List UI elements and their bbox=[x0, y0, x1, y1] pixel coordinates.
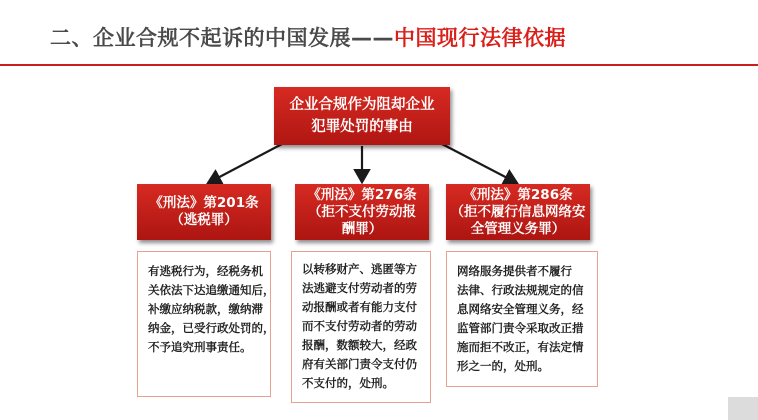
law-201-desc-line: 关依法下达追缴通知后， bbox=[148, 283, 275, 297]
law-276-desc-line: 以转移财产、逃匿等方 bbox=[302, 262, 417, 276]
law-276-box bbox=[295, 184, 429, 240]
law-286-desc-line: 息网络安全管理义务，经 bbox=[457, 302, 584, 316]
title-main: 二、企业合规不起诉的中国发展—— bbox=[50, 26, 394, 50]
law-286-desc-line: 法律、行政法规规定的信 bbox=[457, 283, 584, 297]
law-201-box bbox=[137, 184, 271, 240]
law-276-desc-line: 动报酬或者有能力支付 bbox=[302, 300, 417, 314]
law-276-desc-line: 不支付的，处刑。 bbox=[302, 376, 394, 390]
law-201-desc-line: 不予追究刑事责任。 bbox=[148, 340, 252, 354]
arrow-to-law-201 bbox=[210, 144, 282, 182]
law-276-description bbox=[291, 251, 431, 403]
law-201-desc-line: 补缴应纳税款，缴纳滞 bbox=[148, 302, 263, 316]
root-node-box bbox=[274, 87, 450, 145]
corner-mark bbox=[728, 397, 758, 420]
law-286-desc-line: 形之一的，处刑。 bbox=[457, 359, 549, 373]
law-201-desc-line: 有逃税行为，经税务机 bbox=[148, 264, 263, 278]
law-201-title: 《刑法》第201条 bbox=[149, 195, 259, 211]
law-286-desc-line: 监管部门责令采取改正措 bbox=[457, 321, 584, 335]
law-286-desc-line: 施而拒不改正，有法定情 bbox=[457, 340, 584, 354]
law-201-description bbox=[137, 251, 275, 397]
law-276-desc-line: 府有关部门责令支付仍 bbox=[302, 357, 417, 371]
law-276-desc-line: 报酬，数额较大，经政 bbox=[302, 338, 417, 352]
law-201-desc-line: 纳金，已受行政处罚的， bbox=[148, 321, 275, 335]
law-276-desc-line: 而不支付劳动者的劳动 bbox=[302, 319, 417, 333]
law-201-name: （逃税罪） bbox=[170, 212, 238, 228]
law-286-name-line-2: 全管理义务罪） bbox=[470, 220, 566, 237]
law-276-name-line-2: 酬罪） bbox=[341, 220, 383, 237]
root-node-line-2: 犯罪处罚的事由 bbox=[311, 119, 413, 135]
law-276-desc-line: 法逃避支付劳动者的劳 bbox=[302, 281, 417, 295]
law-286-desc-line: 网络服务提供者不履行 bbox=[457, 264, 572, 278]
law-276-title: 《刑法》第276条 bbox=[307, 186, 417, 203]
law-286-description bbox=[446, 251, 598, 387]
arrow-to-law-286 bbox=[442, 144, 515, 182]
title-highlight: 中国现行法律依据 bbox=[394, 26, 566, 50]
root-node-line-1: 企业合规作为阻却企业 bbox=[289, 97, 435, 113]
law-286-name-line-1: （拒不履行信息网络安 bbox=[450, 203, 586, 220]
law-286-title: 《刑法》第286条 bbox=[463, 186, 573, 203]
law-286-box bbox=[446, 184, 590, 240]
law-276-name-line-1: （拒不支付劳动报 bbox=[308, 203, 416, 220]
